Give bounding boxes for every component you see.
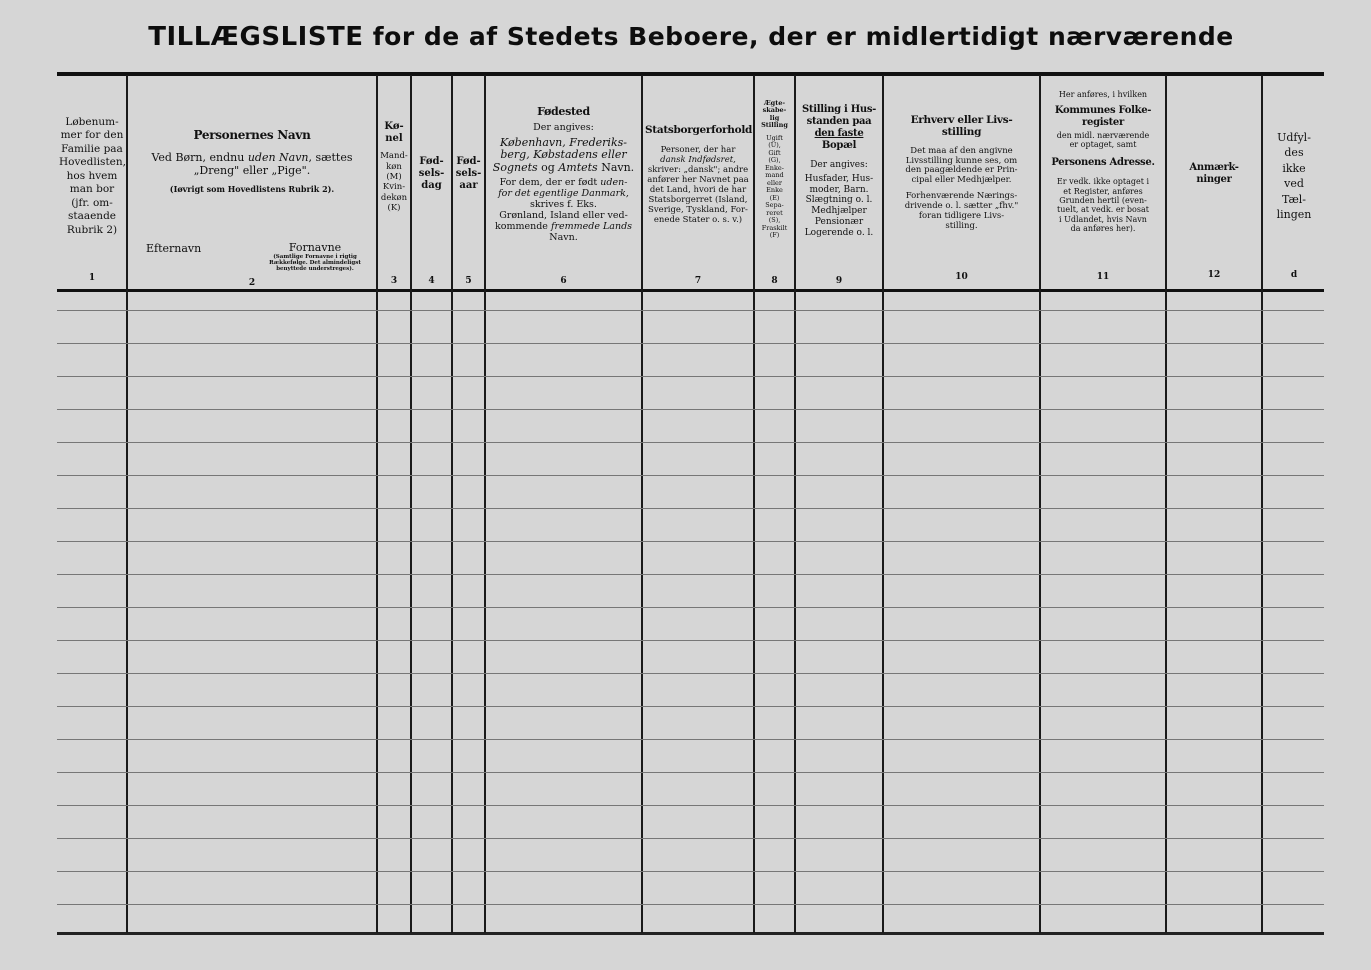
col-6-italic-line (488, 162, 639, 175)
col-6-heading: Fødested (537, 105, 590, 118)
col-1-line: Rubrik 2) (66, 223, 118, 236)
ruled-row-line (57, 640, 1324, 641)
col-3-line: Mand- (380, 151, 408, 162)
col-2-sub-note: (Samtlige Fornavne i rigtig Rækkefølge. Det almindeligst benyttede understreges). (269, 254, 361, 273)
col-12-header (1167, 162, 1261, 367)
col-2-header (128, 128, 376, 333)
col-2-text-italic: uden Navn (247, 150, 309, 164)
col-1-number: 1 (88, 273, 96, 283)
col-1-line: (jfr. om- (71, 196, 113, 209)
col-11-line: i Udlandet, hvis Navn (1059, 214, 1147, 224)
ruled-row-line (57, 442, 1324, 443)
col-7-line: enede Stater o. s. v.) (653, 214, 743, 225)
col-11-heading-2: Personens Adresse. (1051, 157, 1155, 169)
ruled-row-line (57, 805, 1324, 806)
col-6-text-italic: uden- (600, 177, 628, 189)
col-7-line: Sverige, Tyskland, For- (648, 204, 748, 215)
col-10-heading: Erhverv eller Livs- (910, 114, 1013, 126)
col-8-line: (G), (768, 156, 781, 165)
col-3-line: (K) (387, 203, 401, 214)
col-11-heading: Kommunes Folke- (1054, 105, 1152, 117)
top-rule (57, 72, 1324, 76)
col-6-text: kommende (494, 221, 551, 233)
col-3-line: (M) (386, 172, 402, 183)
col-8-heading: skabe- (762, 106, 787, 115)
ruled-row-line (57, 475, 1324, 476)
col-8-header (755, 100, 794, 305)
ruled-row-line (57, 574, 1324, 575)
col-10-line: foran tidligere Livs- (918, 211, 1005, 222)
col-1-line: Hovedlisten, (59, 156, 126, 169)
col-2-line-3: (Iøvrigt som Hovedlistens Rubrik 2). (169, 184, 335, 195)
col-2-sub-fornavne: Fornavne (288, 241, 342, 254)
ruled-row-line (57, 739, 1324, 740)
col-10-line: Livsstilling kunne ses, om (905, 155, 1018, 166)
col-13-line: ved (1284, 177, 1304, 191)
col-6-line: Grønland, Island eller ved- (499, 210, 628, 222)
col-10-number: 10 (955, 272, 968, 282)
col-7-line: anfører her Navnet paa (647, 175, 749, 186)
col-7-line: det Land, hvori de har (649, 185, 747, 196)
col-2-sub-efternavn: Efternavn (146, 242, 202, 255)
col-3-heading: nel (385, 133, 403, 145)
col-8-line: (F) (769, 230, 780, 239)
col-9-number: 9 (835, 276, 843, 286)
col-10-line: cipal eller Medhjælper. (911, 175, 1012, 186)
col-1-line: man bor (69, 183, 115, 196)
col-8-line: mand (765, 171, 784, 180)
col-9-heading: standen paa (806, 116, 872, 127)
col-8-line: reret (766, 208, 783, 217)
col-7-header (643, 124, 753, 329)
col-8-line: Sepa- (765, 201, 784, 210)
ruled-row-line (57, 871, 1324, 872)
col-9-line: Husfader, Hus- (804, 173, 874, 184)
col-9-line: Logerende o. l. (804, 227, 874, 238)
col-6-text-italic: fremmede Lands (550, 221, 633, 233)
col-5-header (453, 156, 484, 361)
col-11-line: Er vedk. ikke optaget i (1056, 177, 1150, 187)
col-8-line: (U), (768, 141, 781, 150)
col-2-line-1 (130, 151, 374, 164)
col-6-line: skrives f. Eks. (530, 199, 597, 211)
col-2-text: Ved Børn, endnu (151, 150, 248, 164)
col-10-header (884, 114, 1039, 319)
col-6-italic: berg, Købstadens eller (500, 148, 627, 162)
col-8-number: 8 (771, 276, 778, 286)
col-7-number: 7 (694, 276, 702, 286)
form-title-lead: TILLÆGSLISTE (148, 22, 364, 52)
ruled-row-line (57, 508, 1324, 509)
ruled-row-line (57, 310, 1324, 311)
col-8-line: Ugift (766, 133, 783, 142)
ruled-row-line (57, 904, 1324, 905)
ruled-row-line (57, 673, 1324, 674)
ruled-row-line (57, 541, 1324, 542)
col-4-heading: Fød- (419, 156, 444, 167)
col-11-top: Her anføres, i hvilken (1058, 90, 1148, 99)
col-8-line: Gift (768, 148, 781, 157)
col-11-line: da anføres her). (1070, 223, 1136, 233)
col-5-heading: Fød- (456, 156, 481, 167)
ruled-row-line (57, 772, 1324, 773)
col-3-line: dekøn (380, 192, 408, 203)
col-7-heading: Statsborgerforhold (645, 124, 753, 136)
col-13-line: Tæl- (1281, 192, 1307, 206)
col-1-line: Familie paa (61, 142, 123, 155)
col-2-heading: Personernes Navn (193, 128, 311, 142)
col-3-line: Kvin- (382, 182, 406, 193)
col-11-line: Grunden hertil (even- (1059, 195, 1147, 205)
col-8-heading: Ægte- (763, 99, 786, 107)
col-8-heading: lig (769, 113, 780, 122)
col-2-line-2: „Dreng" eller „Pige". (193, 164, 311, 178)
ruled-row-line (57, 607, 1324, 608)
col-13-number: d (1290, 270, 1298, 280)
col-1-line: hos hvem (66, 169, 118, 182)
col-6-text-italic: Sognets (492, 160, 538, 174)
col-11-line: tuelt, at vedk. er bosat (1057, 205, 1149, 215)
col-12-heading: Anmærk- (1189, 162, 1239, 173)
col-5-heading: sels- (455, 168, 482, 180)
col-8-line: (S), (768, 216, 781, 225)
col-6-text: For dem, der er født (499, 177, 601, 189)
ruled-row-line (57, 409, 1324, 410)
bottom-rule (57, 932, 1324, 935)
col-12-number: 12 (1207, 270, 1221, 280)
col-9-heading: den faste (814, 128, 864, 139)
col-2-text: , sættes (308, 150, 353, 164)
col-8-line: eller (767, 178, 782, 187)
col-8-line: Enke (766, 186, 783, 195)
col-5-heading: aar (459, 180, 478, 192)
col-10-heading: stilling (941, 126, 982, 139)
col-13-line: des (1284, 146, 1304, 160)
col-4-heading: dag (421, 180, 442, 192)
col-13-line: ikke (1282, 161, 1306, 175)
col-5-number: 5 (465, 276, 472, 286)
col-3-header (378, 121, 410, 326)
ruled-row-line (57, 343, 1324, 344)
col-7-line: Statsborgerret (Island, (648, 194, 748, 205)
col-13-header (1263, 130, 1325, 335)
ruled-row-line (57, 376, 1324, 377)
col-1-line: staaende (67, 210, 117, 223)
form-title (60, 22, 1322, 52)
col-1-line: mer for den (60, 129, 124, 142)
col-6-number: 6 (560, 276, 567, 286)
col-9-heading: Bopæl (821, 140, 857, 151)
col-3-number: 3 (390, 276, 398, 286)
col-7-line: Personer, der har (660, 145, 736, 156)
col-6-text: og (537, 160, 559, 174)
col-11-heading: register (1082, 117, 1124, 129)
col-10-line: stilling. (945, 221, 978, 232)
col-13-line: lingen (1276, 207, 1312, 221)
col-4-heading: sels- (418, 168, 445, 180)
col-3-heading: Kø- (384, 121, 404, 132)
ruled-row-line (57, 838, 1324, 839)
col-1-line: Løbenum- (65, 116, 119, 128)
col-11-line: er optaget, samt (1069, 140, 1137, 150)
col-6-text: Navn. (597, 160, 635, 174)
col-4-header (412, 156, 451, 361)
col-8-line: Enke- (765, 163, 784, 172)
col-9-line: Medhjælper (811, 206, 867, 217)
col-13-line: Udfyl- (1277, 131, 1311, 144)
col-6-text-italic: Amtets (558, 160, 598, 174)
col-7-line: skriver: „dansk"; andre (647, 165, 749, 176)
col-6-line: for det egentlige Danmark, (498, 188, 629, 200)
col-9-line: moder, Barn. (809, 184, 869, 195)
col-9-sub: Der angives: (810, 160, 868, 170)
col-6-italic: København, Frederiks- (500, 135, 627, 149)
col-4-number: 4 (428, 276, 435, 286)
col-12-heading: ninger (1196, 174, 1232, 186)
col-11-line: den midl. nærværende (1056, 130, 1150, 140)
col-11-line: et Register, anføres (1063, 186, 1143, 196)
col-10-line: Forhenværende Nærings- (905, 191, 1018, 202)
col-6-line: Navn. (549, 232, 578, 244)
col-1-header (57, 116, 127, 321)
col-11-header (1041, 90, 1165, 295)
ruled-row-line (57, 706, 1324, 707)
col-10-line: Det maa af den angivne (910, 145, 1013, 156)
col-2-number: 2 (248, 278, 256, 288)
col-9-line: Slægtning o. l. (805, 195, 873, 206)
col-3-line: køn (386, 161, 402, 172)
col-8-line: Fraskilt (761, 223, 788, 232)
col-6-sub: Der angives: (533, 121, 594, 133)
col-9-heading: Stilling i Hus- (801, 104, 877, 115)
col-7-line: dansk Indfødsret, (660, 155, 736, 166)
col-8-heading: Stilling (761, 121, 788, 130)
col-8-line: (E) (769, 193, 780, 202)
col-11-number: 11 (1096, 272, 1110, 282)
form-title-rest: for de af Stedets Beboere, der er midlertidigt nærværende (372, 22, 1234, 51)
col-10-line: drivende o. l. sætter „fhv." (904, 201, 1019, 212)
col-10-line: den paagældende er Prin- (905, 165, 1018, 176)
col-9-line: Pensionær (814, 216, 864, 227)
